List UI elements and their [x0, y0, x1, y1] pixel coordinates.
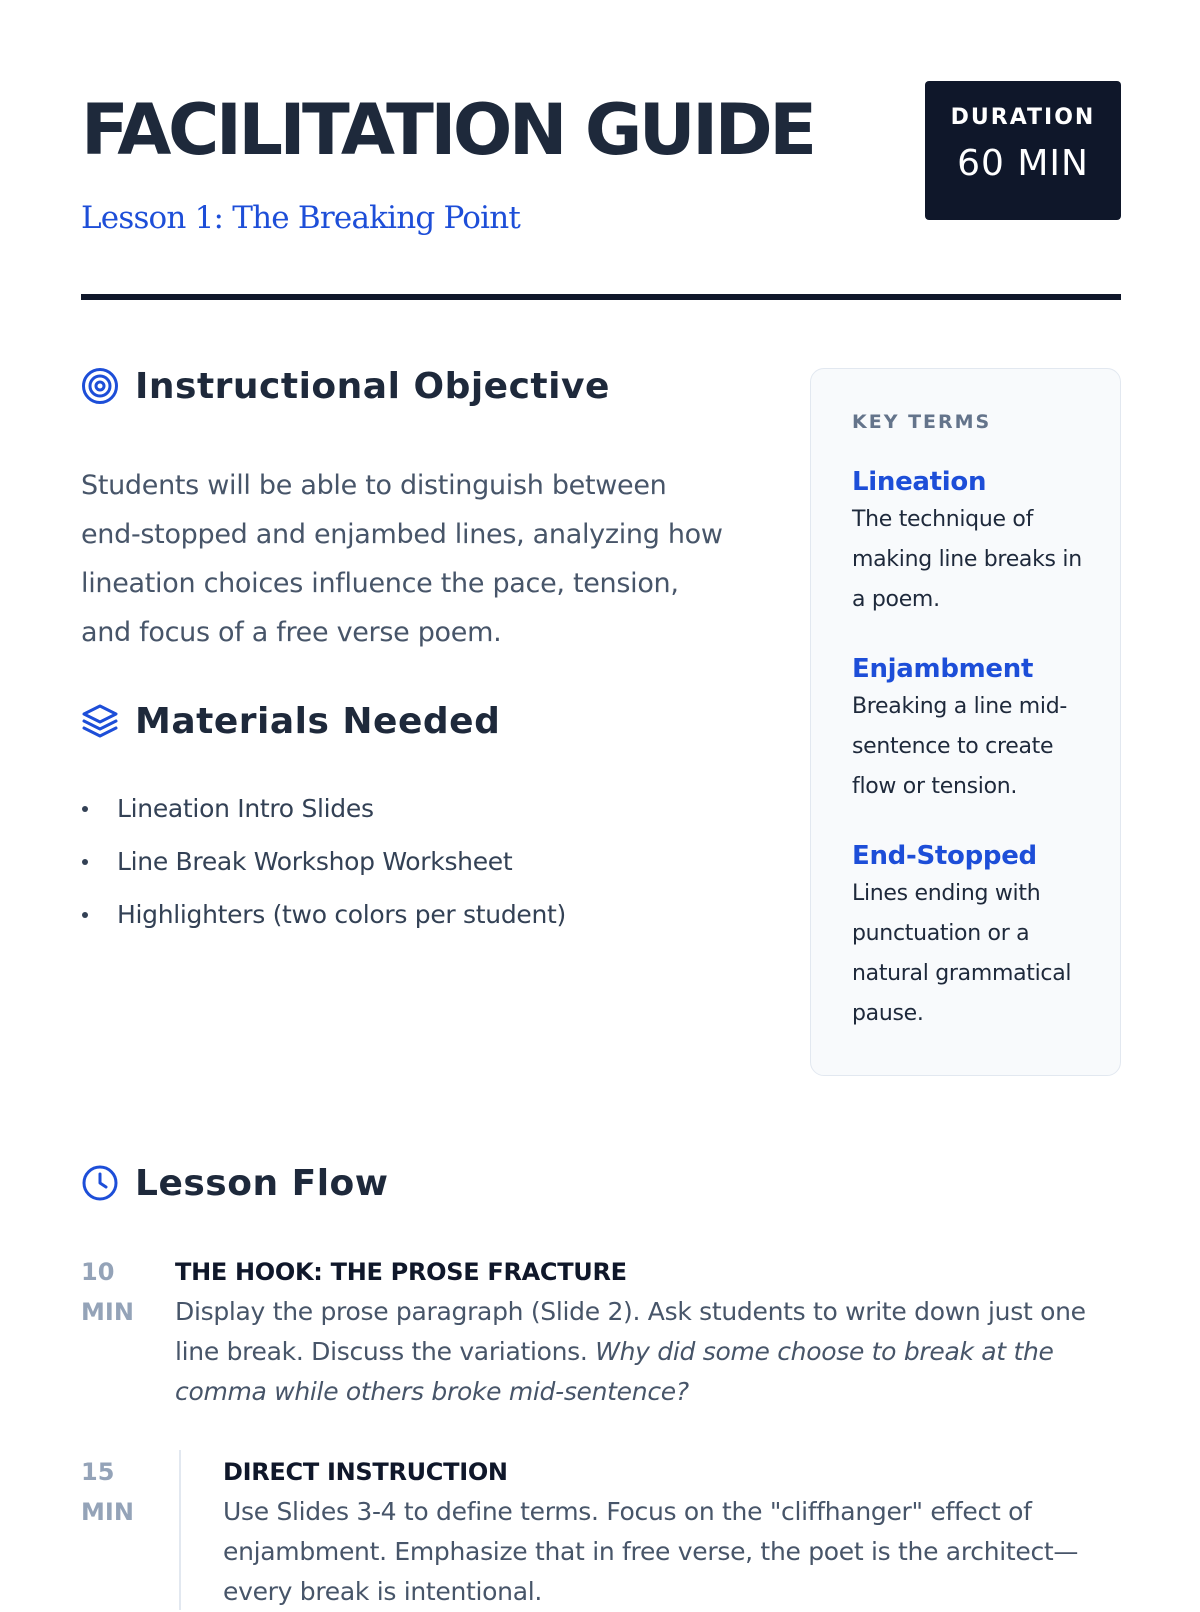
step-title: DIRECT INSTRUCTION [223, 1458, 508, 1486]
objective-heading: Instructional Objective [135, 365, 610, 407]
target-icon [81, 367, 119, 405]
layers-icon [81, 702, 119, 740]
key-term [852, 464, 1092, 620]
list-item: Highlighters (two colors per student) [81, 888, 566, 941]
step-duration [81, 1452, 151, 1532]
key-term [852, 838, 1092, 1034]
step-description [175, 1292, 1115, 1412]
step-description: Use Slides 3-4 to define terms. Focus on the "cliffhanger" effect of enjambment. Emphasize that in free verse, the poet is the architect—every break is intentional. [223, 1497, 1079, 1606]
lesson-subtitle: Lesson 1: The Breaking Point [81, 200, 521, 236]
step-discussion-question: Why did some choose to break at the comma while others broke mid-sentence? [175, 1337, 1054, 1406]
step-description-text: Display the prose paragraph (Slide 2). Ask students to write down just one line break. Discuss the variations. [175, 1297, 1086, 1366]
clock-icon [81, 1164, 119, 1202]
step-title: THE HOOK: THE PROSE FRACTURE [175, 1258, 627, 1286]
lesson-flow-section-heading [81, 1157, 389, 1209]
step-minutes-unit: MIN [81, 1498, 134, 1526]
key-terms-title: KEY TERMS [852, 411, 992, 433]
term-definition: Breaking a line mid-sentence to create flow or tension. [852, 694, 1068, 799]
timeline-divider [179, 1450, 181, 1610]
term-name: Lineation [852, 467, 987, 497]
materials-heading: Materials Needed [135, 700, 501, 742]
term-definition: Lines ending with punctuation or a natural grammatical pause. [852, 881, 1072, 1026]
objective-text: Students will be able to distinguish between end-stopped and enjambed lines, analyzing how lineation choices influence the pace, tension, and focus of a free verse poem. [81, 470, 723, 648]
step-duration [81, 1252, 151, 1332]
duration-badge [925, 81, 1121, 220]
objective-section-heading [81, 360, 610, 412]
step-body [223, 1452, 1123, 1612]
header-divider [81, 294, 1121, 300]
step-minutes: 10 [81, 1258, 115, 1286]
page-title: FACILITATION GUIDE [81, 89, 814, 171]
list-item: Line Break Workshop Worksheet [81, 835, 566, 888]
term-name: Enjambment [852, 654, 1034, 684]
materials-section-heading [81, 695, 500, 747]
list-item: Lineation Intro Slides [81, 782, 566, 835]
materials-list [81, 782, 566, 941]
term-definition: The technique of making line breaks in a poem. [852, 507, 1082, 612]
duration-value: 60 MIN [957, 143, 1089, 184]
term-name: End-Stopped [852, 841, 1037, 871]
step-minutes-unit: MIN [81, 1298, 134, 1326]
duration-label: DURATION [950, 105, 1096, 130]
lesson-flow-heading: Lesson Flow [135, 1162, 389, 1204]
step-body [175, 1252, 1115, 1412]
key-term [852, 651, 1092, 807]
key-terms-card [810, 368, 1121, 1076]
step-minutes: 15 [81, 1458, 115, 1486]
